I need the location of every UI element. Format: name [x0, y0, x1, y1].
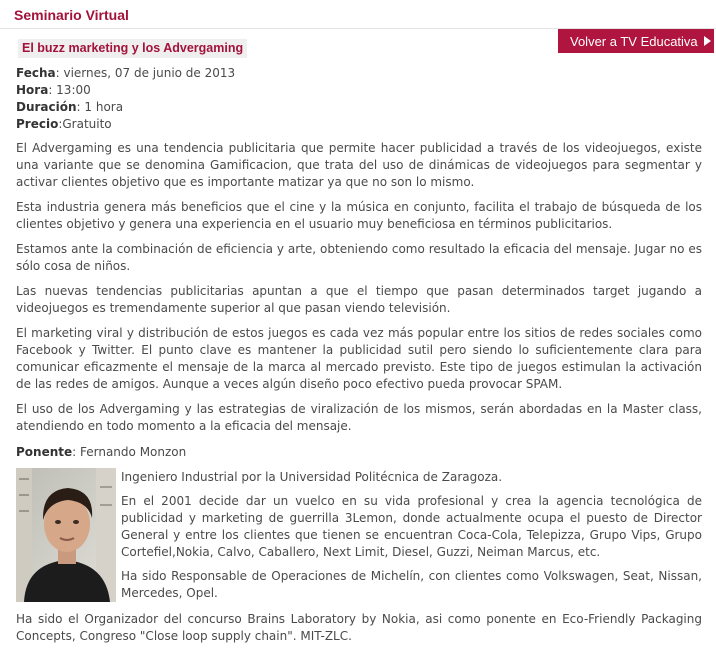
speaker-bio-continued — [16, 611, 702, 645]
fecha-value: : viernes, 07 de junio de 2013 — [55, 66, 236, 80]
description-paragraph: El Advergaming es una tendencia publicitaria que permite hacer publicidad a través de los videojuegos, existe una variante que se denomina Gamificacion, que trata del uso de dinámicas de videojuegos para segmentar y activar clientes objetivo que es importante matizar ya que no son lo mismo. — [16, 141, 702, 189]
arrow-right-icon — [704, 36, 711, 46]
bio-paragraph: Ha sido Responsable de Operaciones de Michelín, con clientes como Volkswagen, Seat, Nissan, Mercedes, Opel. — [121, 569, 702, 600]
precio-row — [16, 116, 706, 133]
duracion-row — [16, 99, 706, 116]
hora-value: : 13:00 — [48, 83, 91, 97]
precio-label: Precio — [16, 117, 59, 131]
page-title: Seminario Virtual — [14, 7, 129, 23]
bio-paragraph: Ha sido el Organizador del concurso Brains Laboratory by Nokia, asi como ponente en Eco-Friendly Packaging Concepts, Congreso "Close loop supply chain". MIT-ZLC. — [16, 612, 702, 643]
hora-label: Hora — [16, 83, 49, 97]
precio-value: :Gratuito — [58, 117, 112, 131]
speaker-label: Ponente — [16, 445, 73, 459]
back-to-tv-educativa-button[interactable] — [558, 29, 714, 53]
hora-row — [16, 82, 706, 99]
description-paragraph: El uso de los Advergaming y las estrategias de viralización de los mismos, serán abordadas en la Master class, atendiendo en todo momento a la eficacia del mensaje. — [16, 402, 702, 433]
speaker-photo — [16, 468, 116, 602]
event-details — [16, 65, 706, 133]
duracion-value: : 1 hora — [76, 100, 124, 114]
duracion-label: Duración — [16, 100, 77, 114]
bio-paragraph: Ingeniero Industrial por la Universidad Politécnica de Zaragoza. — [121, 470, 503, 484]
speaker-portrait-icon — [16, 468, 116, 602]
event-title: El buzz marketing y los Advergaming — [18, 39, 247, 58]
description-paragraph: Estamos ante la combinación de eficiencia y arte, obteniendo como resultado la eficacia del mensaje. Jugar no es sólo cosa de niños. — [16, 242, 702, 273]
back-button-label: Volver a TV Educativa — [570, 33, 698, 49]
speaker-name: : Fernando Monzon — [72, 445, 187, 459]
fecha-row — [16, 65, 706, 82]
bio-paragraph: En el 2001 decide dar un vuelco en su vida profesional y crea la agencia tecnológica de publicidad y marketing de guerrilla 3Lemon, donde actualmente ocupa el puesto de Director General y entre los clientes que tienen se encuentran Coca-Cola, Telepizza, Grupo Vips, Grupo Cortefiel,Nokia, Calvo, Caballero, Next Limit, Diesel, Guzzi, Neiman Marcus, etc. — [121, 494, 702, 559]
description-paragraph: El marketing viral y distribución de estos juegos es cada vez más popular entre los sitios de redes sociales como Facebook y Twitter. El punto clave es mantener la publicidad sutil pero siendo lo suficientemente clara para comunicar eficazmente el mensaje de la marca al mercado previsto. Este tipo de juegos estimulan la activación de las redes de amigos. Aunque a veces algún diseño poco efectivo pueda provocar SPAM. — [16, 326, 702, 391]
description-paragraph: Las nuevas tendencias publicitarias apuntan a que el tiempo que pasan determinados target jugando a videojuegos es tremendamente superior al que pasan viendo televisión. — [16, 284, 702, 315]
speaker-line — [16, 444, 186, 461]
description-paragraph: Esta industria genera más beneficios que el cine y la música en conjunto, facilita el trabajo de búsqueda de los clientes objetivo y genera una experiencia en el usuario muy beneficiosa en términos publicitarios. — [16, 200, 702, 231]
fecha-label: Fecha — [16, 66, 56, 80]
event-description — [16, 140, 702, 443]
speaker-bio — [121, 469, 702, 609]
